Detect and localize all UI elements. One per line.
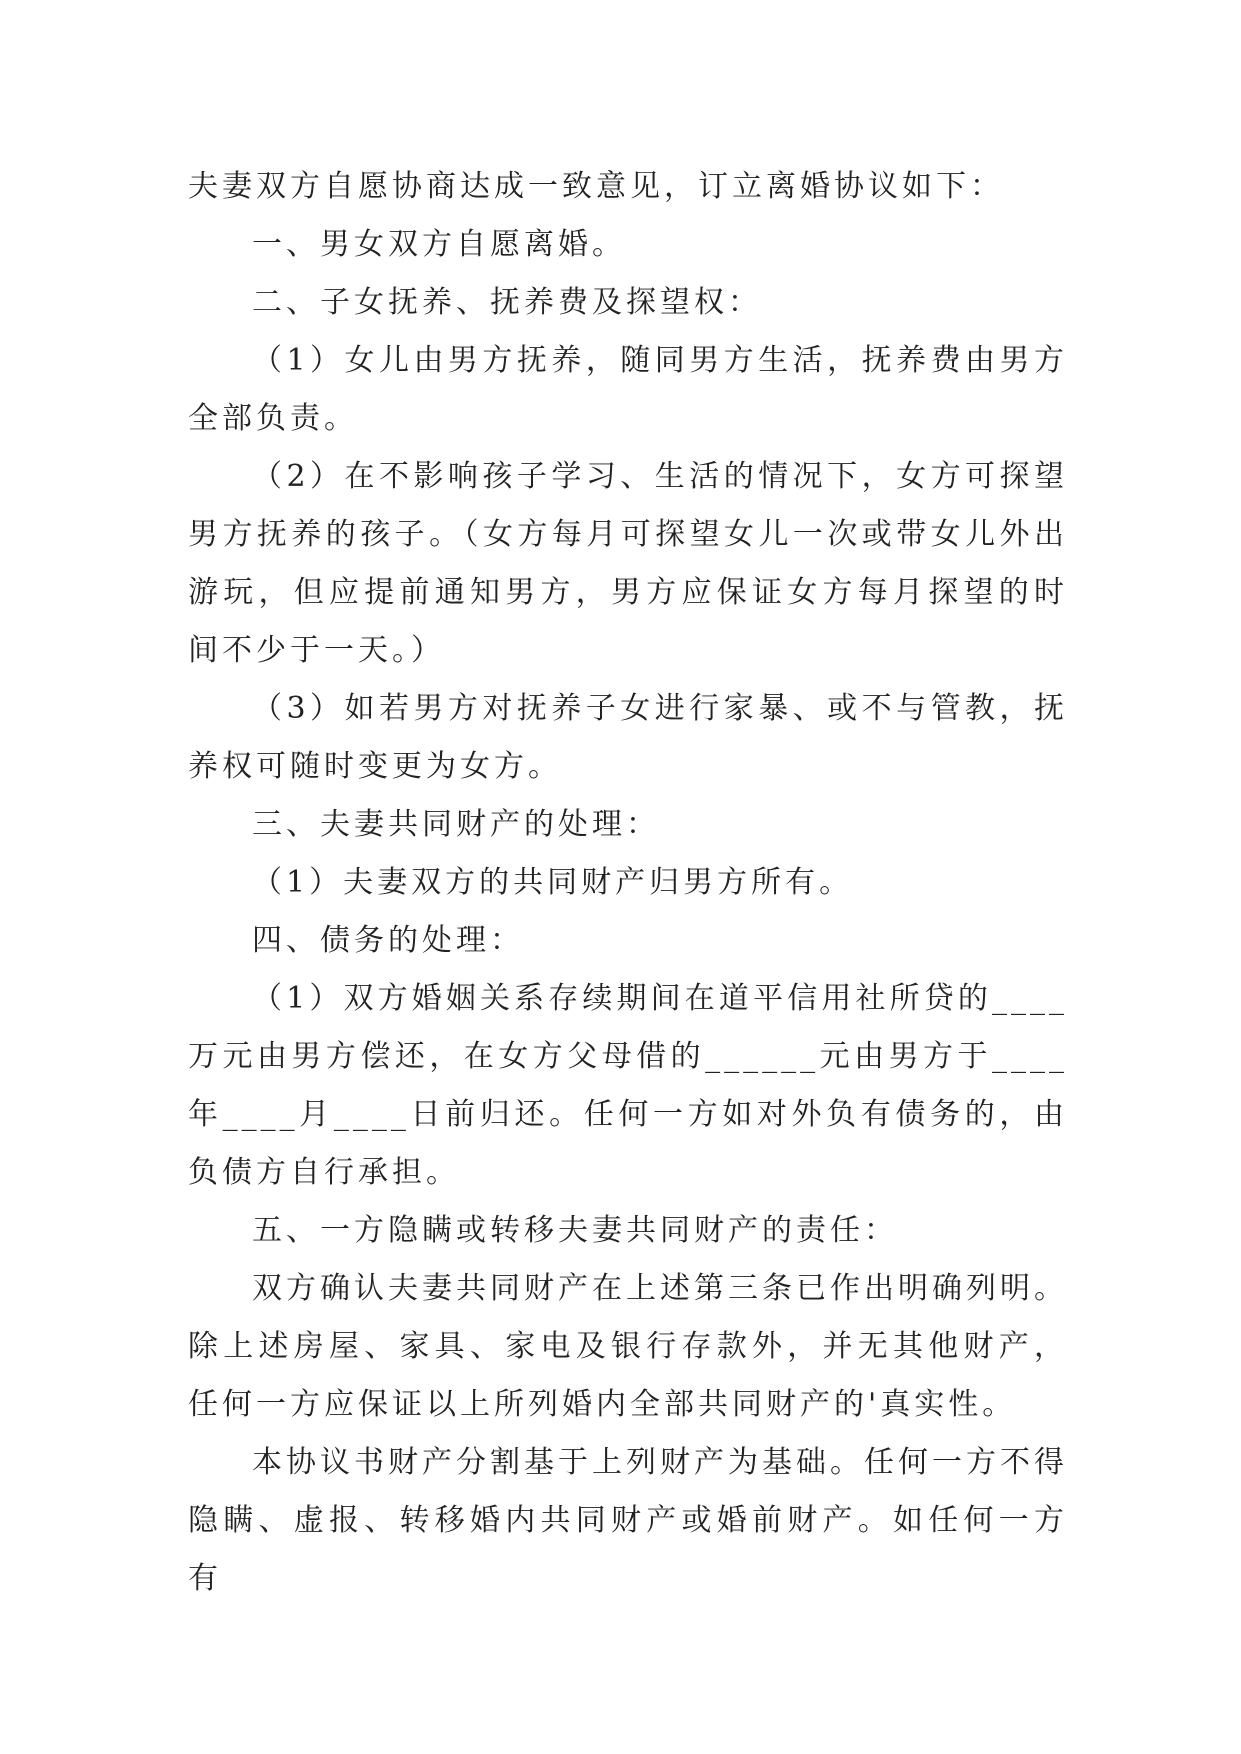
paragraph-clause-5-body-2: 本协议书财产分割基于上列财产为基础。任何一方不得隐瞒、虚报、转移婚内共同财产或婚前财产。如任何一方有	[188, 1445, 1068, 1596]
paragraph-clause-3-item-1: （1）夫妻双方的共同财产归男方所有。	[252, 865, 854, 900]
paragraph-clause-3-heading: 三、夫妻共同财产的处理：	[252, 807, 660, 842]
paragraph-clause-4-heading: 四、债务的处理：	[252, 923, 524, 958]
paragraph-clause-2-item-1: （1）女儿由男方抚养，随同男方生活，抚养费由男方全部负责。	[188, 343, 1068, 436]
paragraph-clause-2-heading: 二、子女抚养、抚养费及探望权：	[252, 285, 762, 320]
paragraph-clause-5-heading: 五、一方隐瞒或转移夫妻共同财产的责任：	[252, 1213, 898, 1248]
paragraph-clause-4-item-1: （1）双方婚姻关系存续期间在道平信用社所贷的____万元由男方偿还，在女方父母借的______元由男方于____年____月____日前归还。任何一方如对外负有债务的，由负债方自行承担。	[188, 981, 1068, 1190]
document-body	[188, 158, 1068, 1608]
paragraph-clause-5-body-1: 双方确认夫妻共同财产在上述第三条已作出明确列明。除上述房屋、家具、家电及银行存款外，并无其他财产，任何一方应保证以上所列婚内全部共同财产的'真实性。	[188, 1271, 1068, 1422]
paragraph-intro: 夫妻双方自愿协商达成一致意见，订立离婚协议如下：	[188, 169, 1004, 204]
paragraph-clause-2-item-2: （2）在不影响孩子学习、生活的情况下，女方可探望男方抚养的孩子。（女方每月可探望女儿一次或带女儿外出游玩，但应提前通知男方，男方应保证女方每月探望的时间不少于一天。）	[188, 459, 1068, 668]
paragraph-clause-2-item-3: （3）如若男方对抚养子女进行家暴、或不与管教，抚养权可随时变更为女方。	[188, 691, 1068, 784]
paragraph-clause-1: 一、男女双方自愿离婚。	[252, 227, 626, 262]
